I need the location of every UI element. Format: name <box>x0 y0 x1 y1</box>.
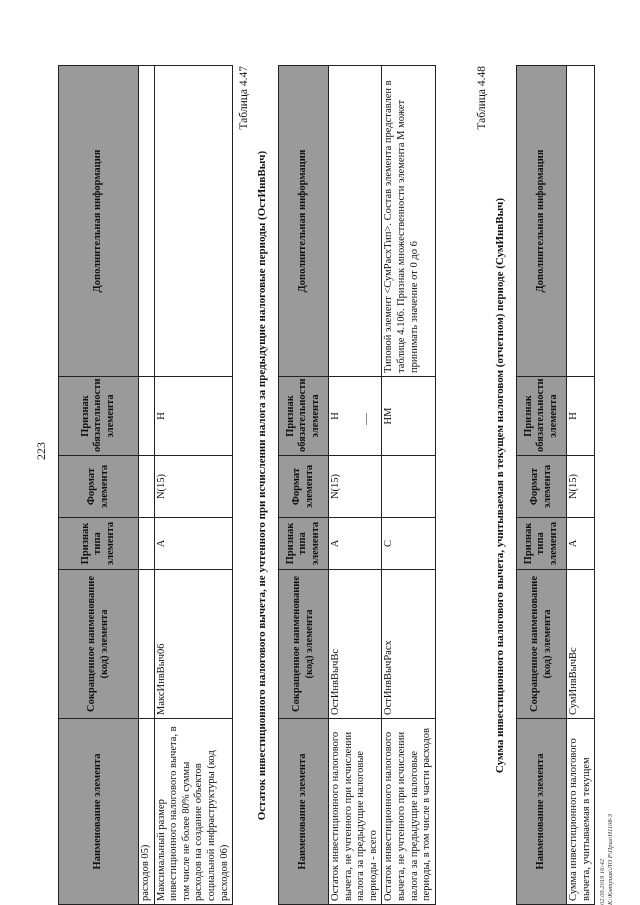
table-title: Сумма инвестиционного налогового вычета, учитываемая в текущем налоговом (отчетном) периоде (СумИнвВыч) <box>494 197 506 774</box>
cell-required: Н <box>567 377 595 456</box>
col-header-code: Сокращенное наименование (код) элемента <box>517 570 567 719</box>
cell-code: ОстИнвВычРасх <box>382 570 435 719</box>
page-number: 223 <box>34 442 48 460</box>
cell-type: А <box>329 518 382 570</box>
cell-type: А <box>567 518 595 570</box>
separator-rule <box>366 413 367 425</box>
col-header-required: Признак обязательности элемента <box>517 377 567 456</box>
cell-format <box>382 456 435 518</box>
cell-name: расходов 05) <box>139 719 155 905</box>
cell-format: N(15) <box>329 456 382 518</box>
table-4-48 <box>516 65 595 905</box>
cell-info <box>154 66 233 377</box>
cell-required <box>139 377 155 456</box>
cell-info <box>139 66 155 377</box>
cell-info <box>329 66 382 377</box>
table-row <box>329 66 382 905</box>
col-header-code: Сокращенное наименование (код) элемента <box>59 570 139 719</box>
table-label: Таблица 4.47 <box>238 66 250 130</box>
col-header-code: Сокращенное наименование (код) элемента <box>279 570 329 719</box>
table-row <box>382 66 435 905</box>
footer-path: К:\Кмтриак\ЛО Р\Прил\Н1108-3 <box>607 814 615 905</box>
cell-format: N(15) <box>154 456 233 518</box>
footer-timestamp: 02.09.2019 16:42 <box>599 858 606 905</box>
col-header-required: Признак обязательности элемента <box>59 377 139 456</box>
cell-required: Н <box>329 377 382 456</box>
col-header-type: Признак типа элемента <box>517 518 567 570</box>
col-header-name: Наименование элемента <box>279 719 329 905</box>
table-row <box>567 66 595 905</box>
cell-code: ОстИнвВычВс <box>329 570 382 719</box>
cell-name: Максимальный размер инвестиционного налогового вычета, в том числе не более 80% суммы расходов на создание объектов социальной инфраструктуры (код расходов 06) <box>154 719 233 905</box>
cell-info: Типовой элемент <СумРасхТип>. Состав элемента представлен в таблице 4.106. Признак множественности элемента М может принимать значение от 0 до 6 <box>382 66 435 377</box>
cell-name: Остаток инвестиционного налогового вычета, не учтенного при исчислении налога за предыдущие налоговые периоды, в том числе в части расходов <box>382 719 435 905</box>
table-4-47 <box>278 65 436 905</box>
table-continued <box>58 65 233 905</box>
col-header-type: Признак типа элемента <box>279 518 329 570</box>
col-header-info: Дополнительная информация <box>279 66 329 377</box>
table-row <box>139 66 155 905</box>
col-header-type: Признак типа элемента <box>59 518 139 570</box>
col-header-required: Признак обязательности элемента <box>279 377 329 456</box>
cell-type <box>139 518 155 570</box>
file-footer <box>599 814 615 905</box>
cell-code: СумИнвВычВс <box>567 570 595 719</box>
col-header-name: Наименование элемента <box>517 719 567 905</box>
table-title: Остаток инвестиционного налогового вычета, не учтенного при исчислении налога за предыдущие налоговые периоды (ОстИнвВыч) <box>256 150 268 821</box>
cell-format <box>139 456 155 518</box>
cell-required: НМ <box>382 377 435 456</box>
table-label: Таблица 4.48 <box>476 66 488 130</box>
cell-name: Сумма инвестиционного налогового вычета, учитываемая в текущем <box>567 719 595 905</box>
col-header-info: Дополнительная информация <box>59 66 139 377</box>
cell-format: N(15) <box>567 456 595 518</box>
col-header-format: Формат элемента <box>59 456 139 518</box>
cell-type: А <box>154 518 233 570</box>
col-header-format: Формат элемента <box>517 456 567 518</box>
col-header-info: Дополнительная информация <box>517 66 567 377</box>
col-header-format: Формат элемента <box>279 456 329 518</box>
table-row <box>154 66 233 905</box>
cell-code <box>139 570 155 719</box>
cell-code: МаксИнвВыч06 <box>154 570 233 719</box>
cell-type: С <box>382 518 435 570</box>
cell-name: Остаток инвестиционного налогового вычета, не учтенного при исчислении налога за предыдущие налоговые периоды - всего <box>329 719 382 905</box>
cell-info <box>567 66 595 377</box>
col-header-name: Наименование элемента <box>59 719 139 905</box>
cell-required: Н <box>154 377 233 456</box>
